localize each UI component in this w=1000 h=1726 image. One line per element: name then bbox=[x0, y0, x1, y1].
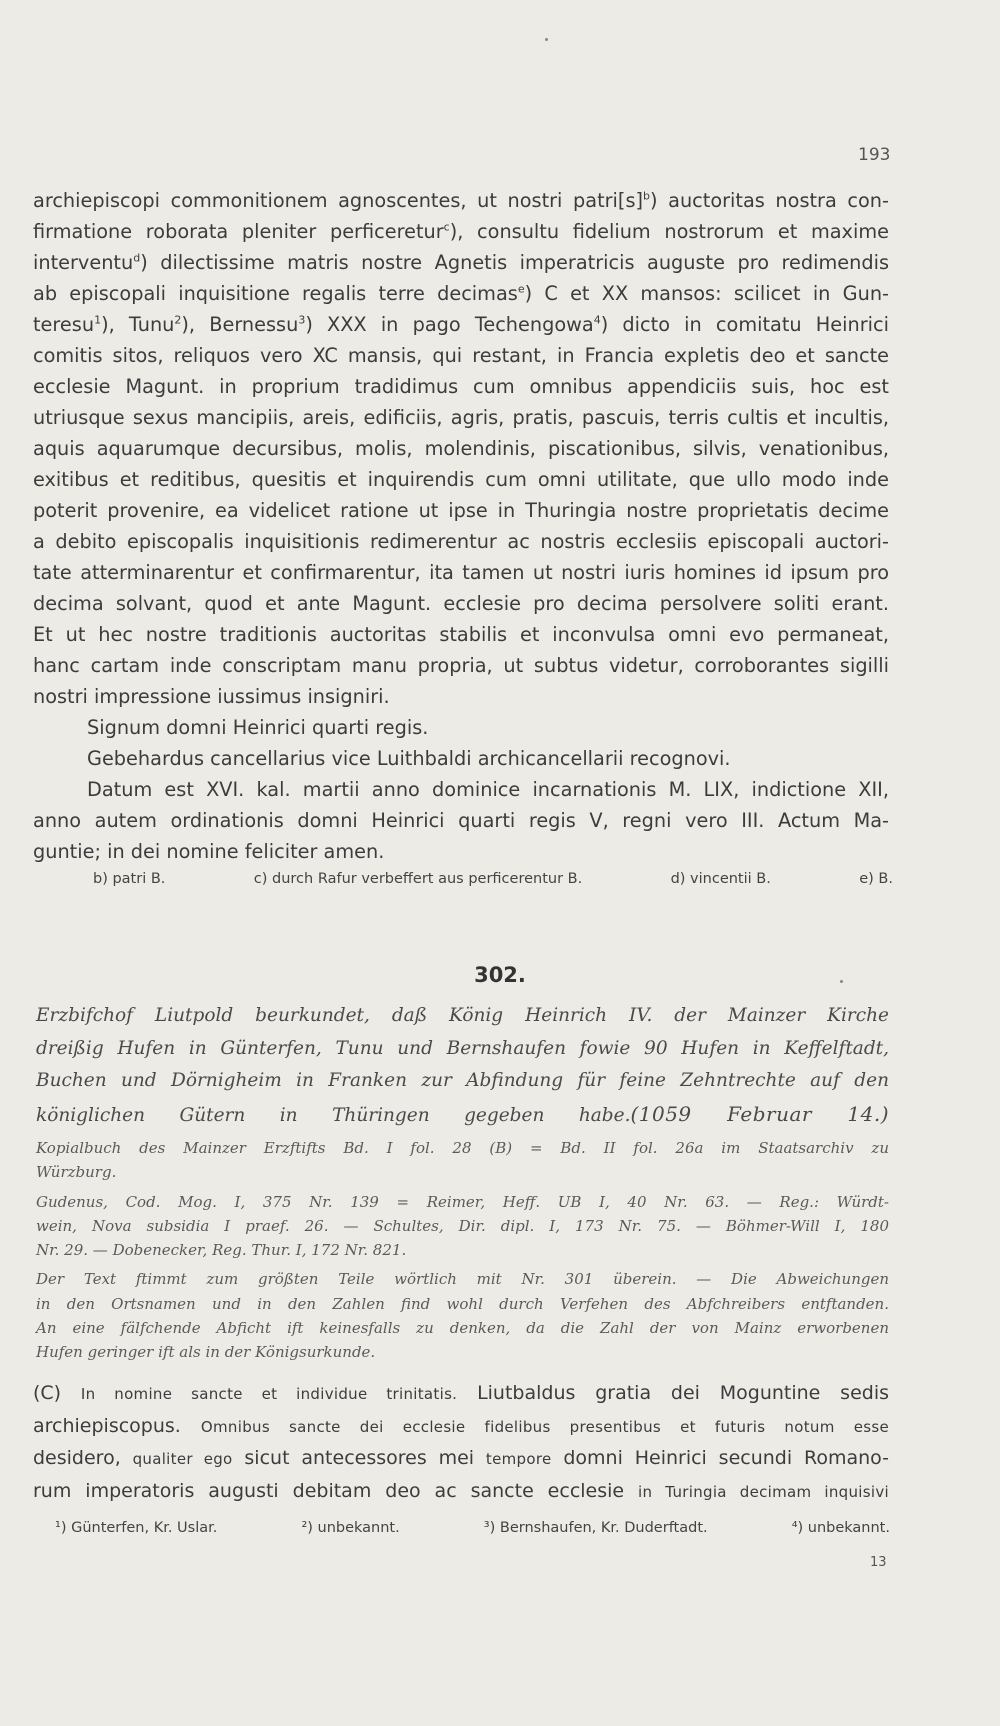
text-line: teresu$^1$), Tunu$^2$), Bernessu$^3$) XXX in pago Techengowa$^4$) dicto in comitatu Heinrici bbox=[33, 313, 889, 336]
printed-editions: Gudenus, Cod. Mog. I, 375 Nr. 139 = Reimer, Heff. UB I, 40 Nr. 63. — Reg.: Würdt- wein, Nova subsidia I praef. 26. — Schultes, Dir. dipl. I, 173 Nr. 75. — Böhmer-Will I, 180 Nr. 29. — Dobenecker, Reg. Thur. I, 172 Nr. 821. bbox=[36, 1192, 889, 1260]
text-line: rum imperatoris augusti debitam deo ac sancte ecclesie in Turingia decimam inquisivi bbox=[33, 1479, 889, 1502]
sources bbox=[36, 1136, 889, 1365]
text-line: firmatione roborata pleniter perficeretur$^c$), consultu fidelium nostrorum et maxime bbox=[33, 220, 889, 243]
regest-line: Erzbifchof Liutpold beurkundet, daß König Heinrich IV. der Mainzer Kirche bbox=[36, 1005, 889, 1026]
signum-line: Signum domni Heinrici quarti regis. bbox=[87, 716, 429, 739]
text-line: ab episcopali inquisitione regalis terre decimas$^e$) C et XX mansos: scilicet in Gun- bbox=[33, 282, 889, 305]
document-number: 302. bbox=[474, 963, 526, 987]
variant-note: b) patri B. bbox=[93, 871, 166, 887]
footnote-ref: 1 bbox=[94, 313, 102, 327]
variant-notes bbox=[93, 871, 893, 887]
place-footnote: ⁴) unbekannt. bbox=[791, 1520, 890, 1536]
text-line: poterit provenire, ea videlicet ratione ut ipse in Thuringia nostre proprietatis decime bbox=[33, 499, 889, 522]
text-line: desidero, qualiter ego sicut antecessores mei tempore domni Heinrici secundi Romano- bbox=[33, 1447, 889, 1469]
footnote-ref: 2 bbox=[174, 313, 182, 327]
place-footnote: ¹) Günterfen, Kr. Uslar. bbox=[55, 1520, 218, 1536]
place-footnote: ²) unbekannt. bbox=[301, 1520, 400, 1536]
manuscript-source: Kopialbuch des Mainzer Erzftifts Bd. I fol. 28 (B) = Bd. II fol. 26a im Staatsarchiv zu Würzburg. bbox=[36, 1139, 889, 1182]
text-line: comitis sitos, reliquos vero XC mansis, qui restant, in Francia expletis deo et sancte bbox=[33, 344, 889, 367]
datum-line: Datum est XVI. kal. martii anno dominice incarnationis M. LIX, indictione XII, bbox=[87, 778, 889, 801]
text-line: hanc cartam inde conscriptam manu propria, ut subtus videtur, corroborantes sigilli bbox=[33, 654, 889, 677]
variant-note: d) vincentii B. bbox=[670, 871, 771, 887]
charter-text bbox=[33, 185, 889, 867]
text-line: archiepiscopus. Omnibus sancte dei ecclesie fidelibus presentibus et futuris notum esse bbox=[33, 1414, 889, 1437]
text-line: (C) In nomine sancte et individue trinitatis. Liutbaldus gratia dei Moguntine sedis bbox=[33, 1382, 890, 1404]
charter-text-302 bbox=[33, 1378, 889, 1508]
text-line: interventu$^d$) dilectissime matris nostre Agnetis imperatricis auguste pro redimendis bbox=[33, 251, 889, 274]
text-line: tate atterminarentur et confirmarentur, ita tamen ut nostri iuris homines id ipsum pro bbox=[33, 561, 889, 584]
note-ref: b bbox=[643, 189, 650, 203]
regest bbox=[36, 1000, 889, 1132]
sheet-signature: 13 bbox=[870, 1555, 887, 1570]
text-line: exitibus et reditibus, quesitis et inquirendis cum omni utilitate, que ullo modo inde bbox=[33, 468, 889, 491]
place-footnote: ³) Bernshaufen, Kr. Duderftadt. bbox=[483, 1520, 708, 1536]
text-line: decima solvant, quod et ante Magunt. ecclesie pro decima persolvere soliti erant. bbox=[33, 592, 889, 615]
speck bbox=[840, 980, 843, 983]
datum-line: anno autem ordinationis domni Heinrici quarti regis V, regni vero III. Actum Ma- bbox=[33, 809, 889, 832]
text-line: Et ut hec nostre traditionis auctoritas stabilis et inconvulsa omni evo permaneat, bbox=[33, 623, 889, 646]
text-line: ecclesie Magunt. in proprium tradidimus cum omnibus appendiciis suis, hoc est bbox=[33, 375, 889, 398]
text-line: nostri impressione iussimus insigniri. bbox=[33, 685, 390, 708]
footnote-ref: 4 bbox=[593, 313, 601, 327]
recognition-line: Gebehardus cancellarius vice Luithbaldi archicancellarii recognovi. bbox=[87, 747, 731, 770]
regest-line: königlichen Gütern in Thüringen gegeben habe.(1059 Februar 14.) bbox=[36, 1101, 890, 1126]
speck bbox=[545, 38, 548, 41]
text-line: aquis aquarumque decursibus, molis, molendinis, piscationibus, silvis, venationibus, bbox=[33, 437, 889, 460]
text-line: archiepiscopi commonitionem agnoscentes, ut nostri $patri[s]^b$) auctoritas nostra con- bbox=[33, 189, 889, 212]
note-ref: c bbox=[443, 220, 450, 234]
text-line: utriusque sexus mancipiis, areis, edificiis, agris, pratis, pascuis, terris cultis et incultis, bbox=[33, 406, 889, 429]
page-number: 193 bbox=[858, 145, 891, 165]
text-line: a debito episcopalis inquisitionis redimerentur ac nostris ecclesiis episcopali auctori- bbox=[33, 530, 889, 553]
place-footnotes bbox=[55, 1520, 890, 1536]
footnote-ref: 3 bbox=[298, 313, 306, 327]
regest-line: dreißig Hufen in Günterfen, Tunu und Bernshaufen fowie 90 Hufen in Keffelftadt, bbox=[36, 1037, 889, 1059]
regest-line: Buchen und Dörnigheim in Franken zur Abfindung für feine Zehntrechte auf den bbox=[36, 1070, 889, 1091]
note-ref: d bbox=[133, 251, 141, 265]
editorial-remark: Der Text ftimmt zum größten Teile wörtlich mit Nr. 301 überein. — Die Abweichungen in den Ortsnamen und in den Zahlen find wohl durch Verfehen des Abfchreibers entftanden. An eine fälfchende Abficht ift keinesfalls zu denken, da die Zahl der von Mainz erworbenen Hufen geringer ift als in der Königsurkunde. bbox=[36, 1270, 889, 1362]
document-date: (1059 Februar 14.) bbox=[630, 1101, 890, 1126]
note-ref: e bbox=[517, 282, 525, 296]
variant-note: e) B. bbox=[859, 871, 893, 887]
datum-line: guntie; in dei nomine feliciter amen. bbox=[33, 840, 385, 863]
variant-note: c) durch Rafur verbeffert aus perficerentur B. bbox=[253, 871, 583, 887]
